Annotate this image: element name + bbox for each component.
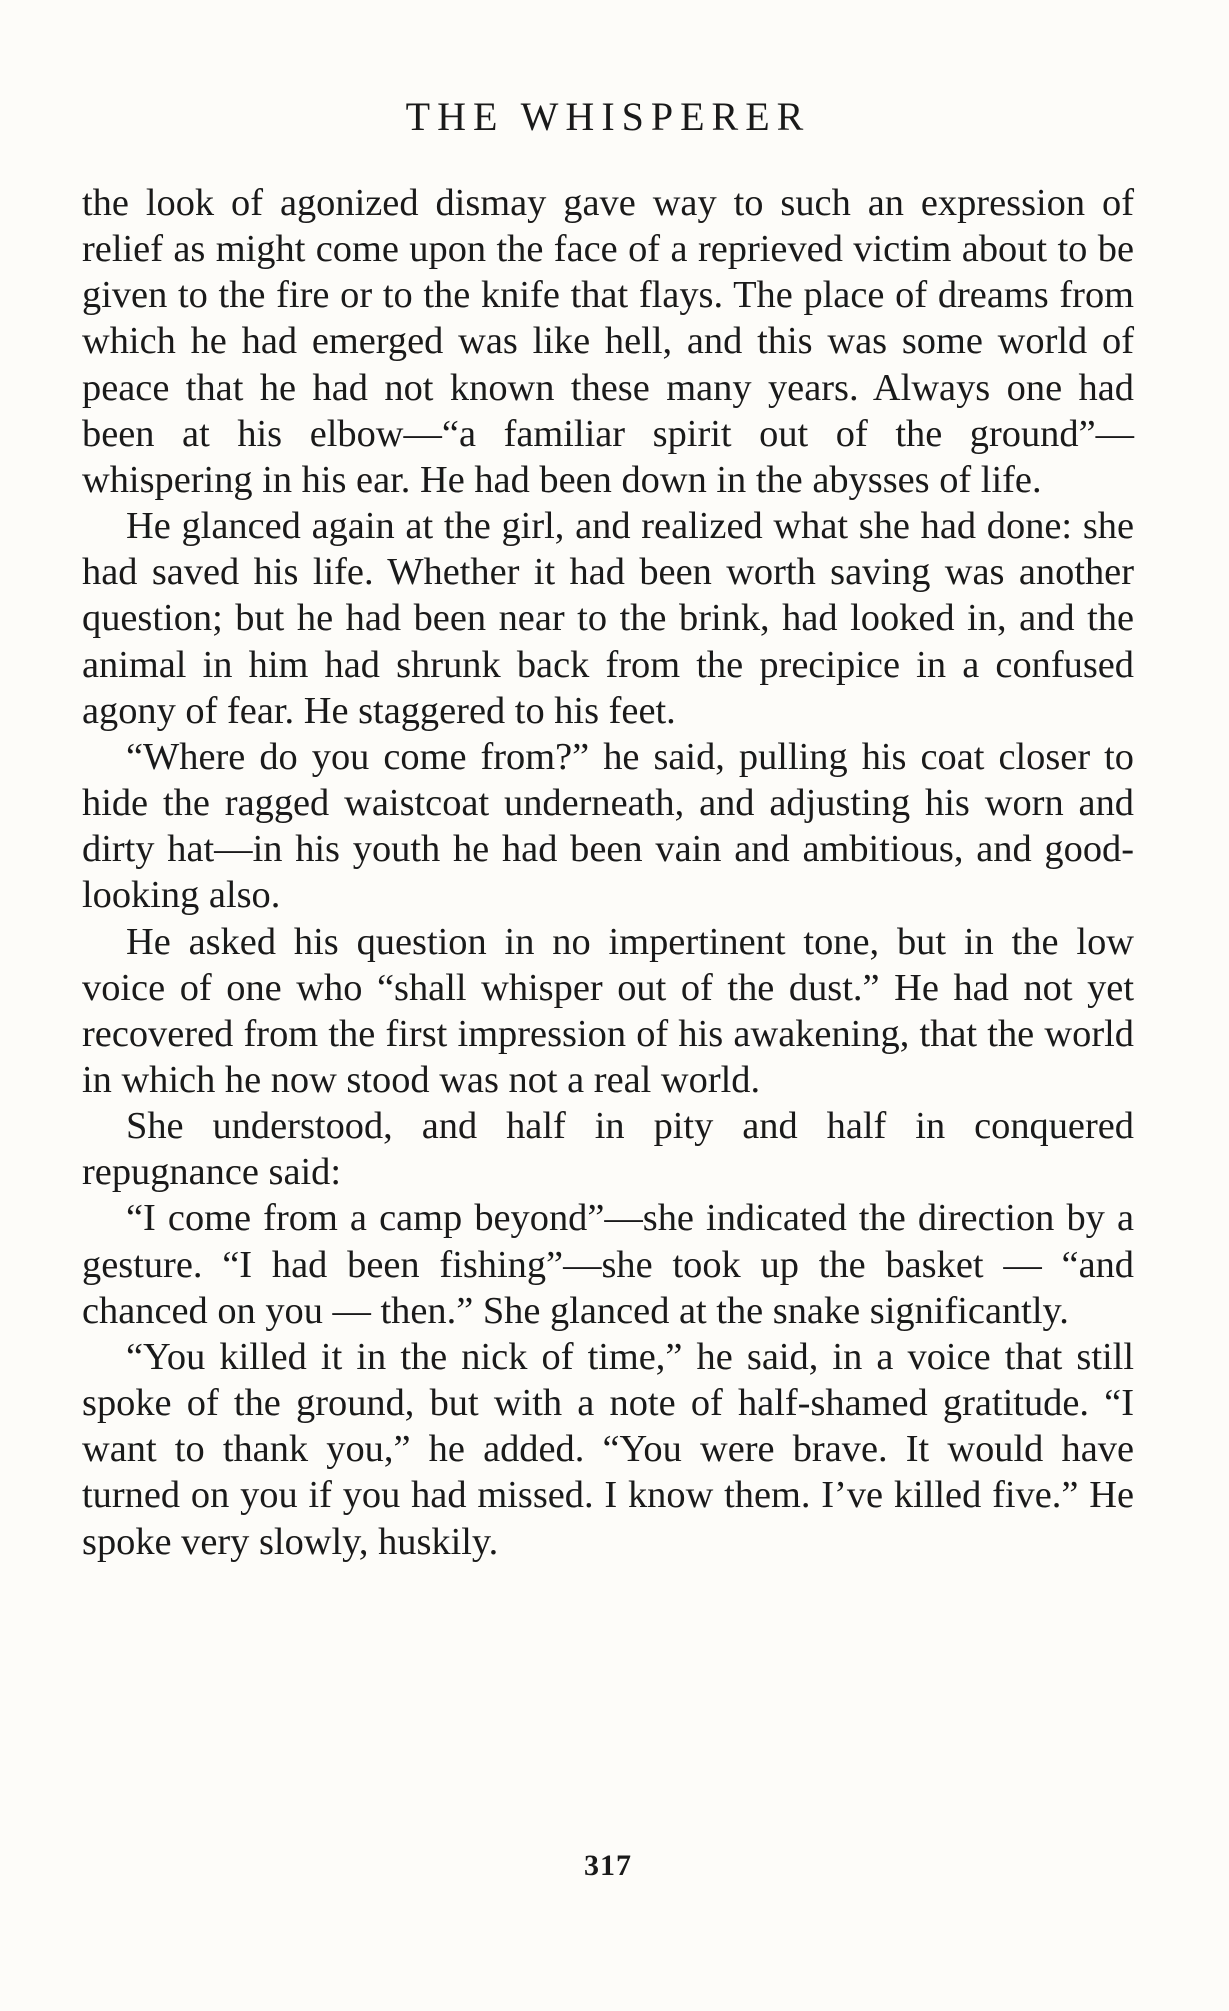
paragraph: the look of agonized dismay gave way to such an expression of relief as might come upon the face of a reprieved victim about to be given to the fire or to the knife that flays. The place of dreams from which he had emerged was like hell, and this was some world of peace that he had not known these many years. Always one had been at his elbow—“a familiar spirit out of the ground”—whispering in his ear. He had been down in the abysses of life.: [82, 182, 1134, 501]
paragraph: He glanced again at the girl, and realized what she had done: she had saved his life. Whether it had been worth saving was another question; but he had been near to the brink, had looked in, and the animal in him had shrunk back from the precipice in a confused agony of fear. He staggered to his feet.: [82, 505, 1134, 732]
paragraph: She understood, and half in pity and half in conquered repugnance said:: [82, 1105, 1134, 1194]
paragraph: “I come from a camp beyond”—she indicated the direction by a gesture. “I had been fishing”—she took up the basket — “and chanced on you — then.” She glanced at the snake significantly.: [82, 1197, 1134, 1332]
book-page: [82, 0, 1134, 2011]
body-text: [82, 180, 1134, 1565]
page-number: 317: [584, 1849, 632, 1882]
paragraph: He asked his question in no impertinent tone, but in the low voice of one who “shall whisper out of the dust.” He had not yet recovered from the first impression of his awakening, that the world in which he now stood was not a real world.: [82, 920, 1134, 1101]
paragraph: “You killed it in the nick of time,” he said, in a voice that still spoke of the ground, but with a note of half-shamed gratitude. “I want to thank you,” he added. “You were brave. It would have turned on you if you had missed. I know them. I’ve killed five.” He spoke very slowly, huskily.: [82, 1335, 1134, 1563]
paragraph: “Where do you come from?” he said, pulling his coat closer to hide the ragged waistcoat underneath, and adjusting his worn and dirty hat—in his youth he had been vain and ambitious, and good-looking also.: [82, 735, 1134, 917]
running-head: THE WHISPERER: [405, 94, 811, 139]
